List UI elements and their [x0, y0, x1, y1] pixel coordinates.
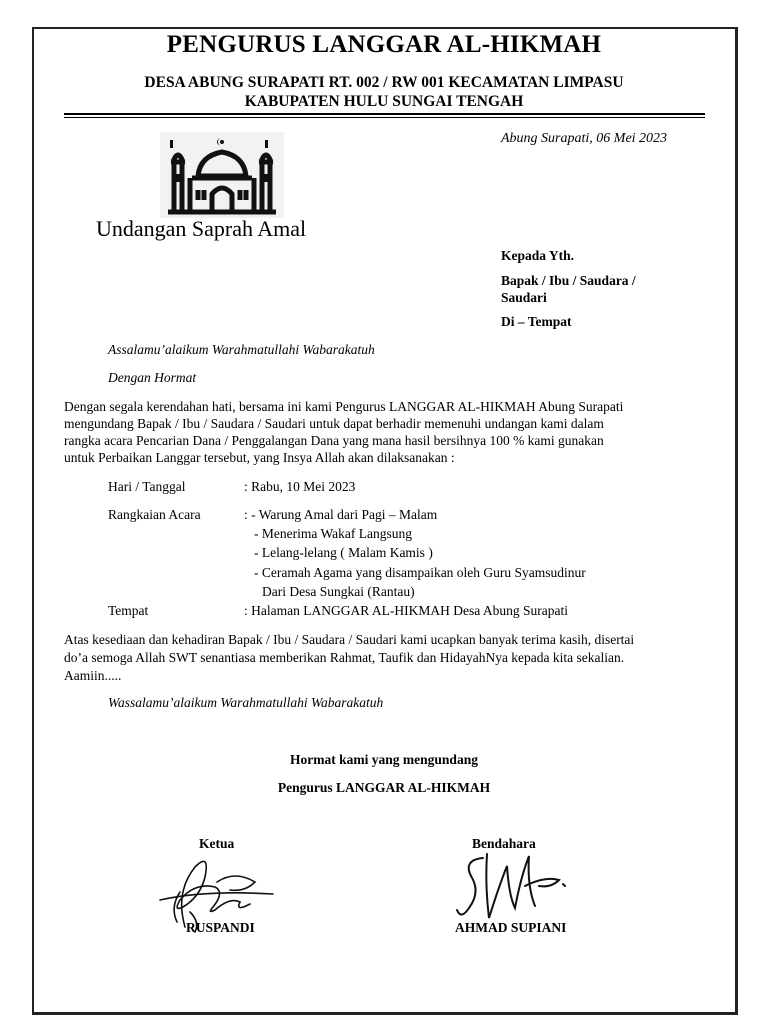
chairman-name: RUSPANDI	[186, 920, 255, 935]
venue-label: Tempat	[108, 603, 149, 618]
program-label: Rangkaian Acara	[108, 507, 201, 522]
greeting: Assalamu’alaikum Warahmatullahi Wabarakatuh	[108, 342, 375, 357]
org-title: PENGURUS LANGGAR AL-HIKMAH	[166, 31, 602, 58]
recipient-line1: Bapak / Ibu / Saudara /	[501, 273, 636, 288]
place-date: Abung Surapati, 06 Mei 2023	[501, 131, 668, 146]
day-value: : Rabu, 10 Mei 2023	[244, 479, 356, 494]
event-title: Undangan Saprah Amal	[96, 216, 307, 241]
mosque-icon	[160, 132, 284, 218]
intro-line: untuk Perbaikan Langgar tersebut, yang Insya Allah akan dilaksanakan :	[64, 450, 455, 465]
closing-paragraph	[64, 631, 634, 685]
venue-value: : Halaman LANGGAR AL-HIKMAH Desa Abung Surapati	[244, 603, 568, 618]
recipient-line2: Saudari	[501, 290, 547, 305]
farewell: Wassalamu’alaikum Warahmatullahi Wabarakatuh	[108, 695, 384, 710]
header-rule-thick	[64, 113, 705, 115]
day-label: Hari / Tanggal	[108, 479, 186, 494]
program-item: Dari Desa Sungkai (Rantau)	[262, 584, 415, 599]
closing-line: do’a semoga Allah SWT senantiasa memberikan Rahmat, Taufik dan HidayahNya kepada kita sekalian.	[64, 650, 625, 665]
program-item: - Lelang-lelang ( Malam Kamis )	[254, 545, 433, 560]
program-item: - Ceramah Agama yang disampaikan oleh Guru Syamsudinur	[254, 565, 586, 580]
closing-line: Atas kesediaan dan kehadiran Bapak / Ibu / Saudara / Saudari kami ucapkan banyak terima kasih, disertai	[64, 632, 635, 647]
intro-line: mengundang Bapak / Ibu / Saudara / Saudari untuk dapat berhadir memenuhi undangan kami dalam	[64, 416, 604, 431]
org-address-line2: KABUPATEN HULU SUNGAI TENGAH	[244, 93, 524, 110]
chairman-role: Ketua	[199, 836, 235, 851]
recipient-to: Kepada Yth.	[501, 248, 575, 263]
treasurer-role: Bendahara	[472, 836, 536, 851]
program-item: - Menerima Wakaf Langsung	[254, 526, 412, 541]
header-rule-thin	[64, 117, 705, 118]
intro-line: Dengan segala kerendahan hati, bersama ini kami Pengurus LANGGAR AL-HIKMAH Abung Surapati	[64, 399, 624, 414]
recipient-place: Di – Tempat	[501, 314, 572, 329]
sign-off-line2: Pengurus LANGGAR AL-HIKMAH	[277, 780, 491, 795]
treasurer-signature	[455, 846, 580, 928]
closing-line: Aamiin.....	[64, 668, 122, 683]
org-address-line1: DESA ABUNG SURAPATI RT. 002 / RW 001 KECAMATAN LIMPASU	[144, 74, 624, 91]
treasurer-name: AHMAD SUPIANI	[455, 920, 567, 935]
sign-off-line1: Hormat kami yang mengundang	[290, 752, 478, 767]
intro-paragraph	[64, 398, 623, 466]
intro-line: rangka acara Pencarian Dana / Penggalangan Dana yang mana hasil bersihnya 100 % kami gunakan	[64, 433, 604, 448]
respect-line: Dengan Hormat	[108, 370, 197, 385]
mosque-logo	[160, 132, 284, 218]
program-item: : - Warung Amal dari Pagi – Malam	[244, 507, 438, 522]
